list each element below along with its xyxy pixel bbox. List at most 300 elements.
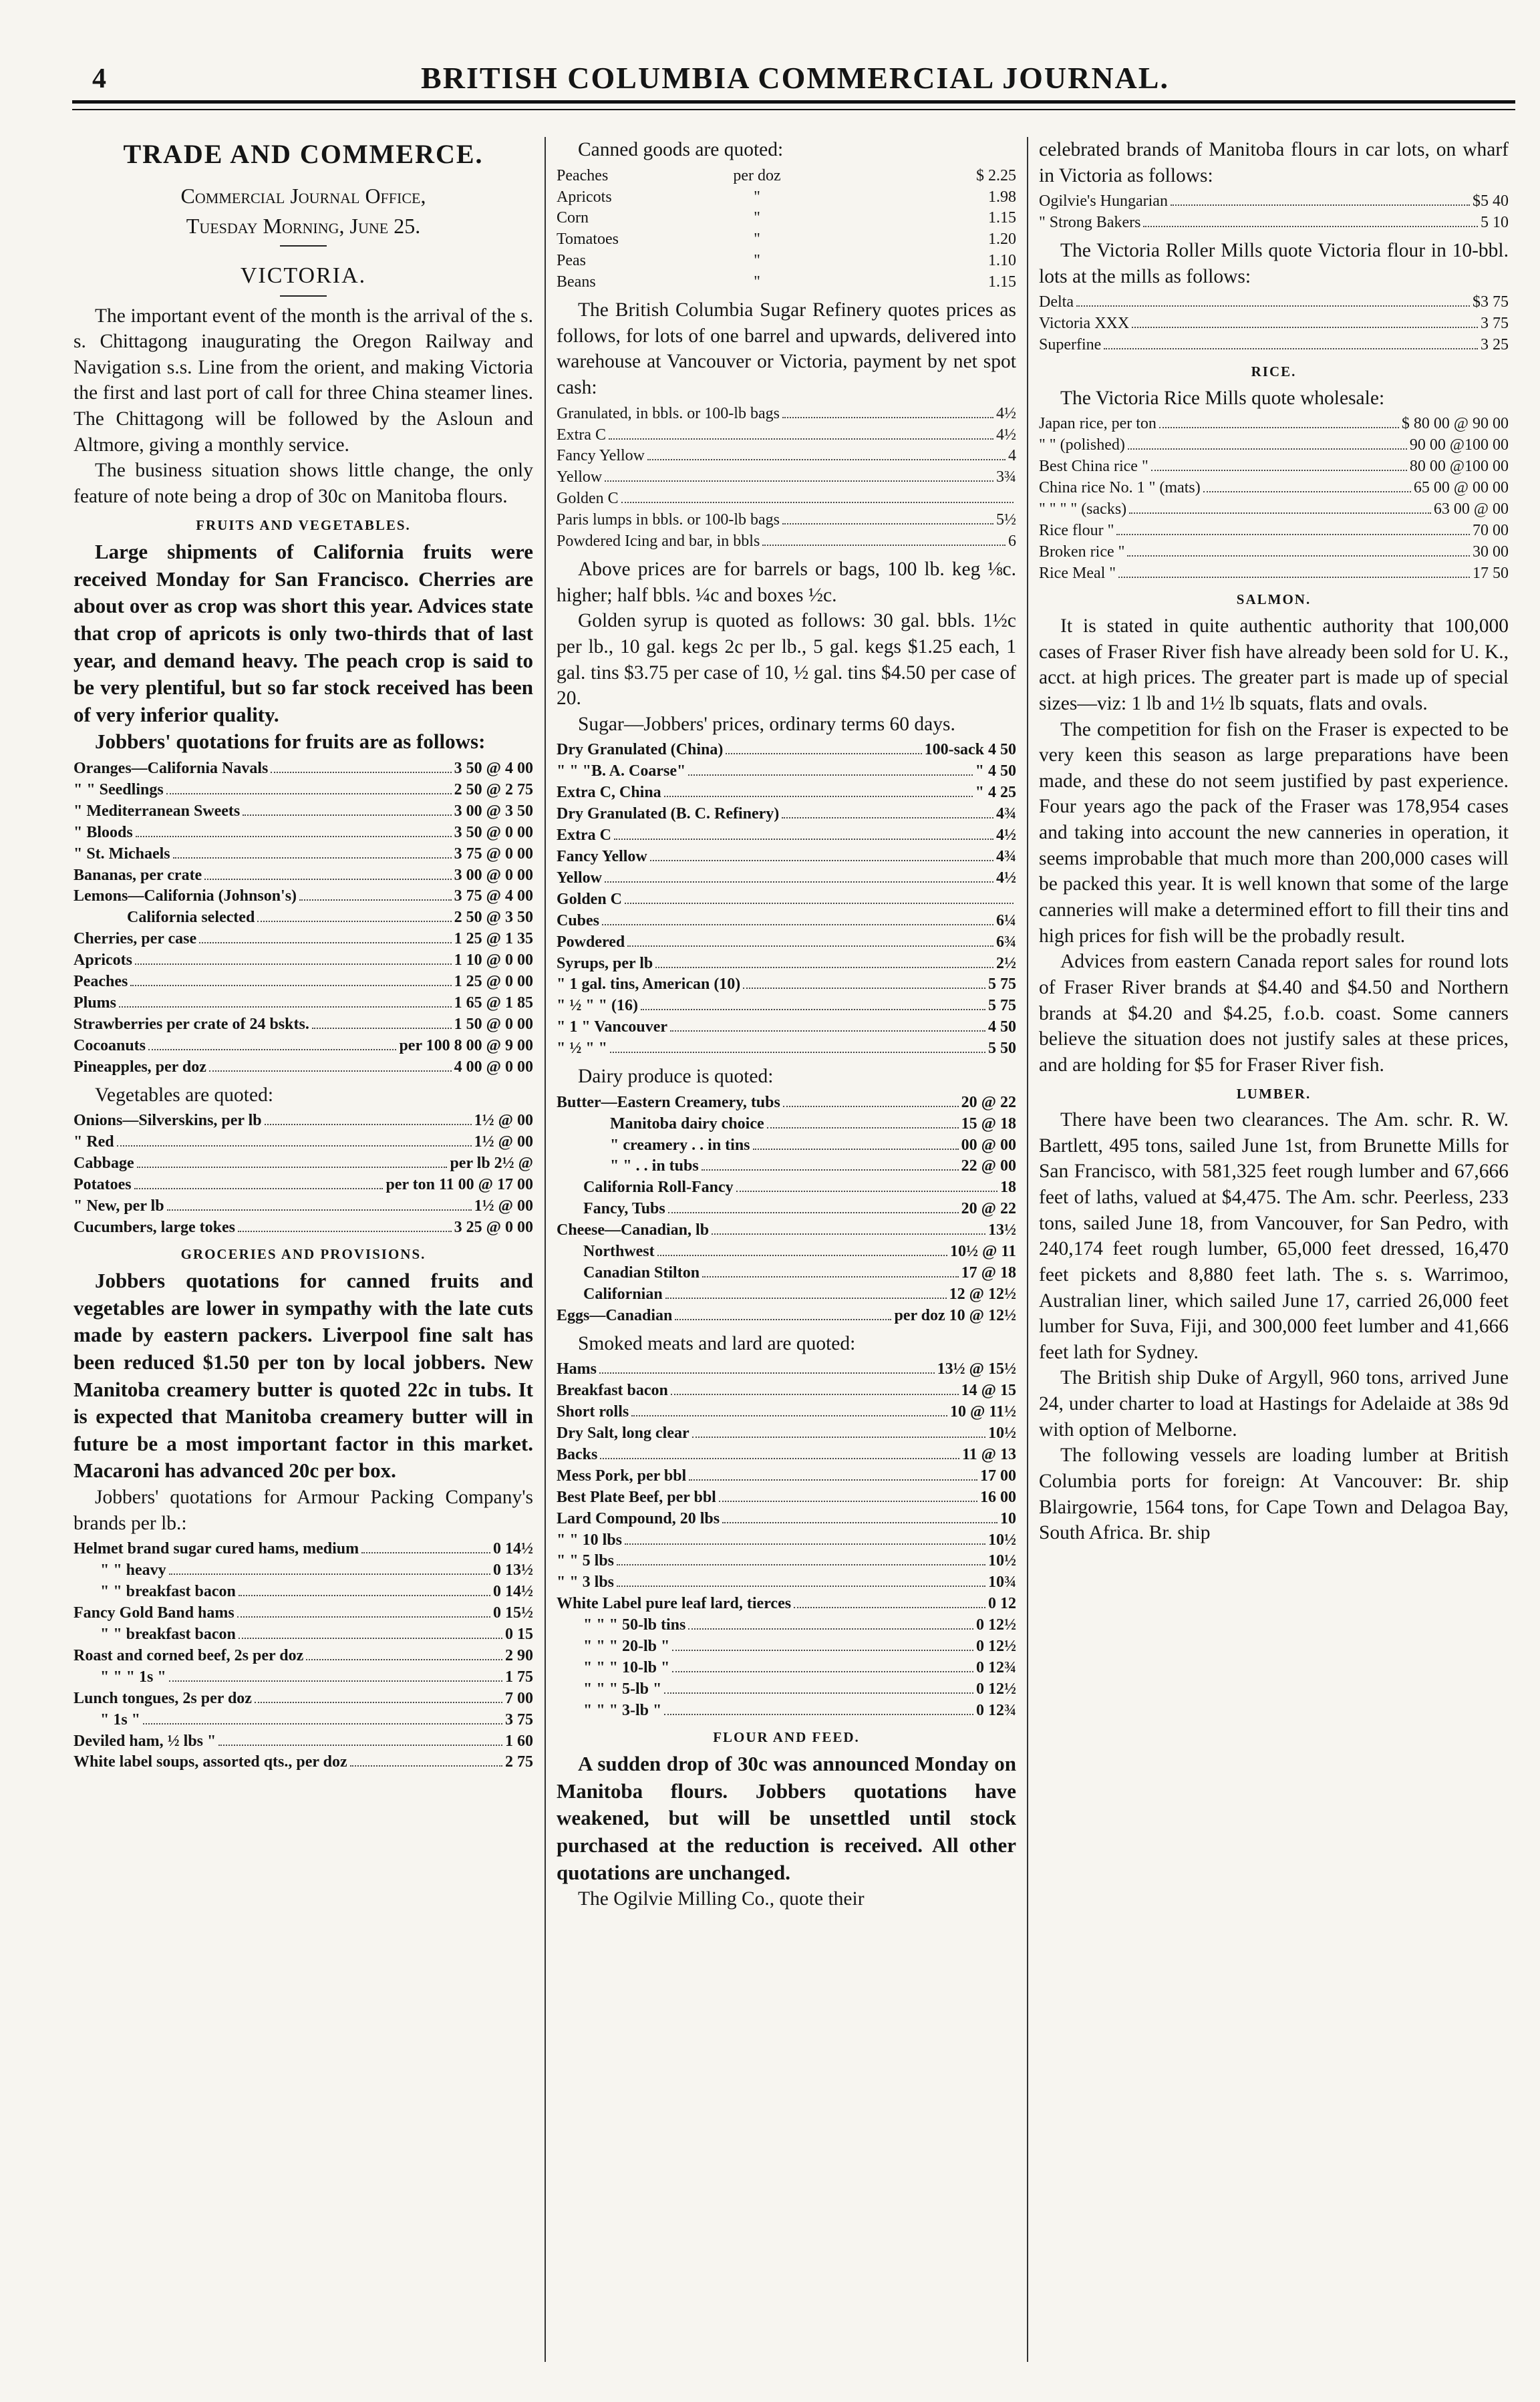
dot-leader	[627, 945, 993, 947]
dot-leader	[650, 860, 993, 861]
price-item-value: 3 75	[505, 1710, 533, 1729]
price-item-label: Peaches	[73, 973, 128, 991]
price-item-value: 0 14½	[493, 1540, 533, 1558]
price-item-value: 1.98	[988, 188, 1016, 206]
price-row	[73, 1539, 533, 1560]
price-row	[557, 761, 1016, 782]
paragraph: celebrated brands of Manitoba flours in car lots, on wharf in Victoria as follows:	[1039, 139, 1509, 186]
price-item-label: Onions—Silverskins, per lb	[73, 1112, 262, 1130]
price-list-dairy	[557, 1092, 1016, 1327]
price-row	[73, 1731, 533, 1753]
price-item-label: Broken rice "	[1039, 543, 1125, 561]
paragraph: The important event of the month is the arrival of the s. s. Chittagong inaugurating the Oregon Railway and Navigation s.s. Line from the orient, and making Victoria the first and last port of call for three China steamer lines. The Chittagong will be followed by the Asloun and Altmore, giving a monthly service.	[73, 305, 533, 456]
price-item-value: 7 00	[505, 1689, 533, 1707]
price-row	[557, 488, 1016, 510]
paragraph: Vegetables are quoted:	[95, 1084, 274, 1106]
subheading-lumber: LUMBER.	[1236, 1085, 1312, 1102]
price-item-label: Best Plate Beef, per bbl	[557, 1488, 716, 1506]
subheading-salmon: SALMON.	[1236, 591, 1312, 608]
price-item-label: Apricots	[557, 188, 612, 206]
price-item-label: " " heavy	[100, 1561, 166, 1580]
dot-leader	[794, 1607, 985, 1608]
price-item-label: Delta	[1039, 293, 1074, 311]
price-row	[73, 1582, 533, 1603]
price-item-value: 10 @ 11½	[950, 1403, 1016, 1421]
price-row	[557, 932, 1016, 953]
price-item-value: per ton 11 00 @ 17 00	[386, 1175, 533, 1193]
price-item-value: 1.10	[988, 252, 1016, 270]
price-item-value: 1.15	[988, 209, 1016, 227]
price-item-label: Manitoba dairy choice	[610, 1114, 764, 1133]
journal-title: BRITISH COLUMBIA COMMERCIAL JOURNAL.	[421, 61, 1169, 95]
price-row	[73, 865, 533, 887]
dot-leader	[665, 1298, 947, 1299]
price-row	[557, 1423, 1016, 1445]
dot-leader	[783, 1106, 959, 1107]
price-item-value: 12 @ 12½	[949, 1285, 1016, 1303]
paragraph: The Victoria Roller Mills quote Victoria flour in 10-bbl. lots at the mills as follows:	[1039, 240, 1509, 287]
price-row	[1039, 563, 1509, 585]
dot-leader	[136, 836, 452, 837]
price-row	[557, 272, 1016, 293]
page-header	[67, 59, 1523, 99]
paragraph: Dairy produce is quoted:	[578, 1066, 774, 1088]
dot-leader	[631, 1415, 947, 1416]
paragraph: Jobbers quotations for canned fruits and vegetables are lower in sympathy with the late cuts made by eastern packers. Liverpool fine salt has been reduced $1.50 per ton by local jobbers. New Manitoba creamery butter is quoted 22c in tubs. It is expected that Manitoba creamery butter will in future be a most important factor in this market. Macaroni has advanced 20c per box.	[73, 1269, 533, 1483]
price-item-value: 4¾	[996, 848, 1016, 865]
price-item-label: Helmet brand sugar cured hams, medium	[73, 1540, 359, 1558]
price-item-value: $ 80 00 @ 90 00	[1401, 415, 1509, 433]
price-item-unit: "	[754, 188, 760, 206]
price-item-value: 2 75	[505, 1753, 533, 1771]
price-list-meats	[557, 1359, 1016, 1721]
price-item-value: 3 00 @ 0 00	[454, 866, 533, 884]
price-item-label: " St. Michaels	[73, 845, 170, 863]
dot-leader	[167, 1209, 472, 1211]
price-row	[557, 1199, 1016, 1220]
column-divider-2	[1027, 137, 1028, 2362]
price-item-value: 3 75 @ 4 00	[454, 887, 533, 905]
price-row	[1039, 313, 1509, 335]
dot-leader	[672, 1650, 973, 1651]
price-row	[557, 1092, 1016, 1114]
price-item-value: 13½	[988, 1221, 1016, 1239]
price-row	[557, 467, 1016, 488]
price-item-label: Best China rice "	[1039, 458, 1148, 476]
dot-leader	[641, 1009, 985, 1010]
price-item-label: " " " 20-lb "	[583, 1638, 670, 1656]
price-row	[1039, 292, 1509, 313]
price-item-value: 5 75	[988, 997, 1016, 1015]
price-item-label: Powdered Icing and bar, in bbls	[557, 533, 760, 551]
dot-leader	[692, 1437, 985, 1438]
price-item-unit: "	[754, 231, 760, 249]
dot-leader	[743, 988, 985, 989]
price-item-label: Peas	[557, 252, 586, 270]
price-row	[73, 1603, 533, 1624]
price-row	[557, 1551, 1016, 1572]
price-item-unit: per doz	[733, 166, 781, 184]
price-item-label: Granulated, in bbls. or 100-lb bags	[557, 404, 780, 422]
price-row	[557, 510, 1016, 531]
dot-leader	[609, 438, 993, 440]
price-item-label: Extra C, China	[557, 784, 661, 802]
price-row	[557, 1220, 1016, 1241]
price-list-armour	[73, 1539, 533, 1773]
price-item-value: 10½	[988, 1424, 1016, 1443]
price-item-label: " Mediterranean Sweets	[73, 802, 241, 820]
price-item-value: 80 00 @100 00	[1409, 458, 1509, 476]
price-row	[557, 953, 1016, 975]
price-item-value: $ 2.25	[976, 166, 1016, 184]
price-row	[557, 1572, 1016, 1594]
price-item-value: 3 25 @ 0 00	[454, 1218, 533, 1236]
dot-leader	[722, 1522, 997, 1523]
price-row	[557, 251, 1016, 272]
price-item-value: 20 @ 22	[961, 1093, 1016, 1111]
price-item-value: 17 50	[1473, 564, 1509, 582]
price-row	[557, 1636, 1016, 1658]
price-row	[1039, 542, 1509, 563]
price-row	[73, 1057, 533, 1078]
dot-leader	[702, 1169, 959, 1171]
price-item-value: 0 12½	[976, 1680, 1016, 1698]
dot-leader	[209, 1070, 452, 1072]
price-item-label: Cherries, per case	[73, 930, 197, 948]
price-item-value: 30 00	[1473, 543, 1509, 561]
price-item-value: 3¾	[996, 468, 1016, 486]
price-item-label: Cubes	[557, 911, 600, 929]
dot-leader	[688, 1628, 973, 1630]
price-item-value: 4 00 @ 0 00	[454, 1058, 533, 1076]
dot-leader	[668, 1212, 959, 1213]
price-row	[557, 187, 1016, 208]
price-item-value: per 100 8 00 @ 9 00	[399, 1036, 533, 1054]
price-row	[557, 1135, 1016, 1157]
price-row	[557, 804, 1016, 825]
price-item-label: Roast and corned beef, 2s per doz	[73, 1646, 304, 1664]
price-item-value: 3 50 @ 4 00	[454, 760, 533, 778]
price-item-value: 4 50	[988, 1018, 1016, 1036]
price-item-value: 4½	[996, 827, 1016, 845]
price-row	[557, 996, 1016, 1017]
column-1	[73, 137, 533, 2369]
price-row	[1039, 435, 1509, 456]
price-item-label: White label soups, assorted qts., per doz	[73, 1753, 347, 1771]
price-item-value: 1.15	[988, 273, 1016, 291]
section-heading-trade: TRADE AND COMMERCE.	[123, 139, 484, 169]
dot-leader	[1118, 577, 1470, 578]
subheading-rice: RICE.	[1251, 363, 1297, 380]
dot-leader	[243, 814, 451, 816]
dot-leader	[169, 1680, 502, 1682]
price-item-label: Californian	[583, 1285, 663, 1303]
header-rule-thin	[72, 109, 1515, 110]
price-item-label: Fancy, Tubs	[583, 1200, 665, 1218]
dot-leader	[602, 924, 993, 925]
price-row	[557, 1594, 1016, 1615]
paragraph: Advices from eastern Canada report sales for round lots of Fraser River brands at $4.40 and $4.50 and Northern brands at $4.20 and $4.25, f.o.b. coast. Some canners believe the situation does not justify sales at these prices, and are holding for $5 for Fraser River fish.	[1039, 951, 1509, 1076]
dot-leader	[148, 1049, 396, 1050]
paragraph: Large shipments of California fruits were received Monday for San Francisco. Cherries are about over as crop was short this year. Advices state that crop of apricots is only two-thirds that of last year, and demand heavy. The peach crop is said to be very plentiful, but so far stock received has been of very inferior quality.	[73, 540, 533, 726]
paragraph: Jobbers' quotations for Armour Packing Company's brands per lb.:	[73, 1487, 533, 1534]
page-number: 4	[92, 63, 108, 94]
price-item-label: Mess Pork, per bbl	[557, 1467, 687, 1485]
dot-leader	[1203, 491, 1411, 492]
dot-leader	[689, 1479, 977, 1481]
price-item-label: Syrups, per lb	[557, 954, 653, 972]
price-item-value: 10¾	[988, 1573, 1016, 1592]
price-item-value: $5 40	[1473, 192, 1509, 210]
price-row	[73, 758, 533, 780]
price-item-label: " " " " (sacks)	[1039, 500, 1127, 518]
price-item-label: Lard Compound, 20 lbs	[557, 1509, 720, 1527]
price-item-value: 1.20	[988, 231, 1016, 249]
price-item-label: Cucumbers, large tokes	[73, 1218, 235, 1236]
price-row	[73, 1710, 533, 1731]
price-row	[73, 1646, 533, 1667]
price-item-label: Golden C	[557, 890, 623, 908]
price-row	[557, 1700, 1016, 1722]
price-list-canned	[557, 166, 1016, 293]
price-item-label: " " breakfast bacon	[100, 1625, 236, 1643]
price-row	[557, 1038, 1016, 1060]
paragraph: It is stated in quite authentic authority that 100,000 cases of Fraser River fish have already been sold for U. K., acct. at high prices. The greater part is made up of special sizes—viz: 1 lb and 1½ lb squats, flats and ovals.	[1039, 615, 1509, 714]
price-item-label: Cheese—Canadian, lb	[557, 1221, 710, 1239]
price-row	[557, 1509, 1016, 1530]
price-item-value: 4½	[996, 869, 1016, 887]
dot-leader	[199, 942, 452, 943]
price-row	[557, 208, 1016, 229]
price-item-label: Lunch tongues, 2s per doz	[73, 1689, 252, 1707]
price-item-label: " " 3 lbs	[557, 1573, 615, 1592]
price-item-label: Butter—Eastern Creamery, tubs	[557, 1093, 780, 1111]
price-row	[1039, 478, 1509, 499]
price-item-label: " " " 10-lb "	[583, 1659, 670, 1676]
price-item-label: " " 10 lbs	[557, 1531, 623, 1549]
dot-leader	[134, 1188, 383, 1189]
dot-leader	[712, 1233, 985, 1235]
price-item-value: 90 00 @100 00	[1409, 436, 1509, 454]
column-3	[1039, 137, 1509, 2369]
dot-leader	[119, 1006, 452, 1008]
price-item-value: 1 65 @ 1 85	[454, 994, 533, 1012]
price-item-label: Victoria XXX	[1039, 315, 1130, 333]
price-item-label: Dry Granulated (China)	[557, 741, 724, 759]
price-row	[557, 1530, 1016, 1551]
price-item-label: " " " 1s "	[100, 1668, 166, 1686]
dot-leader	[736, 1191, 997, 1192]
price-row	[557, 1177, 1016, 1199]
price-item-label: " Bloods	[73, 823, 133, 841]
price-item-value: 5 10	[1481, 214, 1509, 232]
city-heading-victoria: VICTORIA.	[240, 263, 367, 288]
price-row	[557, 1114, 1016, 1135]
paragraph: The Ogilvie Milling Co., quote their	[578, 1888, 865, 1910]
price-row	[557, 1487, 1016, 1509]
price-item-value: 4½	[996, 426, 1016, 444]
paragraph: The competition for fish on the Fraser is expected to be very keen this season as large preparations have been made, and these do not seem justified by past experience. Four years ago the pack of the Fraser was 178,954 cases and taking into account the new canneries in operation, it seems improbable that much more than 200,000 cases will be packed this year. It is well known that some of the large canneries will make a determined effort to fill their tins and high prices for fish will be the probadly result.	[1039, 718, 1509, 947]
dot-leader	[614, 839, 993, 840]
price-row	[1039, 456, 1509, 478]
price-row	[557, 1658, 1016, 1679]
dot-leader	[664, 1692, 973, 1694]
dot-leader	[237, 1616, 490, 1618]
price-row	[557, 1380, 1016, 1402]
dot-leader	[675, 1319, 891, 1320]
price-item-value: 17 00	[980, 1467, 1016, 1485]
price-row	[557, 1156, 1016, 1177]
price-item-label: Extra C	[557, 426, 606, 444]
price-item-value: 3 75 @ 0 00	[454, 845, 533, 863]
dot-leader	[169, 1573, 490, 1575]
price-item-label: " " " 5-lb "	[583, 1680, 662, 1698]
price-item-label: Ogilvie's Hungarian	[1039, 192, 1168, 210]
dot-leader	[1143, 226, 1478, 227]
price-item-label: " " 5 lbs	[557, 1552, 615, 1570]
paragraph: The business situation shows little change, the only feature of note being a drop of 30c on Manitoba flours.	[73, 460, 533, 507]
dot-leader	[350, 1765, 502, 1767]
paragraph: Above prices are for barrels or bags, 100 lb. keg ⅛c. higher; half bbls. ¼c and boxes ½c.	[557, 558, 1016, 606]
price-row	[557, 889, 1016, 911]
price-row	[557, 974, 1016, 996]
dot-leader	[762, 545, 1006, 546]
price-item-value: 0 12½	[976, 1616, 1016, 1634]
price-row	[73, 1217, 533, 1239]
price-row	[557, 1359, 1016, 1380]
price-item-label: Dry Salt, long clear	[557, 1424, 689, 1443]
price-row	[557, 425, 1016, 446]
price-row	[557, 229, 1016, 251]
price-item-value: " 4 25	[975, 784, 1016, 802]
price-item-value: 0 13½	[493, 1561, 533, 1580]
paragraph: The British ship Duke of Argyll, 960 tons, arrived June 24, under charter to load at Hastings for Adelaide at 38s 9d with option of Melborne.	[1039, 1367, 1509, 1441]
price-item-label: Cabbage	[73, 1155, 134, 1173]
dot-leader	[117, 1145, 472, 1147]
dot-leader	[625, 1543, 985, 1545]
dot-leader	[1104, 348, 1478, 349]
price-item-label: Yellow	[557, 468, 603, 486]
date-line: Tuesday Morning, June 25.	[186, 214, 421, 239]
price-item-label: Plums	[73, 994, 117, 1012]
price-row	[73, 886, 533, 907]
price-list-vegetables	[73, 1110, 533, 1238]
dot-leader	[599, 1372, 935, 1374]
price-item-value: 0 15	[505, 1625, 533, 1643]
price-row	[73, 822, 533, 844]
dot-leader	[271, 772, 451, 773]
dot-leader	[312, 1028, 452, 1029]
price-row	[557, 782, 1016, 804]
dot-leader	[767, 1127, 959, 1129]
price-item-value: 1 25 @ 0 00	[454, 973, 533, 991]
price-item-value: per lb 2½ @	[450, 1155, 533, 1173]
price-item-label: " " breakfast bacon	[100, 1583, 236, 1601]
price-item-label: Canadian Stilton	[583, 1263, 700, 1282]
price-row	[1039, 191, 1509, 212]
price-item-value: 6	[1008, 533, 1016, 551]
price-item-label: China rice No. 1 " (mats)	[1039, 478, 1201, 496]
dot-leader	[239, 1595, 490, 1596]
dot-leader	[664, 1714, 973, 1715]
dot-leader	[1128, 448, 1407, 450]
dot-leader	[782, 523, 993, 524]
price-row	[557, 847, 1016, 868]
subheading-groceries: GROCERIES AND PROVISIONS.	[180, 1245, 426, 1262]
price-row	[557, 1017, 1016, 1038]
price-row	[73, 1110, 533, 1132]
price-item-label: Short rolls	[557, 1403, 629, 1421]
price-item-value: 2 50 @ 3 50	[454, 909, 533, 927]
dot-leader	[688, 774, 972, 776]
price-item-value: 1½ @ 00	[474, 1133, 533, 1151]
price-item-label: Tomatoes	[557, 231, 619, 249]
paragraph: Canned goods are quoted:	[578, 139, 784, 160]
dot-leader	[143, 1723, 502, 1724]
price-item-value: 63 00 @ 00	[1433, 500, 1509, 518]
price-row	[73, 1175, 533, 1196]
price-item-value: 13½ @ 15½	[937, 1360, 1016, 1378]
price-item-value: 11 @ 13	[962, 1445, 1016, 1463]
price-row	[1039, 499, 1509, 520]
price-item-label: Superfine	[1039, 336, 1102, 354]
dot-leader	[605, 881, 993, 883]
price-item-label: Peaches	[557, 166, 609, 184]
price-item-label: " " Seedlings	[73, 780, 164, 798]
price-row	[73, 1560, 533, 1582]
dot-leader	[600, 1458, 959, 1459]
price-item-value: 5 75	[988, 975, 1016, 994]
price-item-label: " " " 50-lb tins	[583, 1616, 686, 1634]
price-item-value: 1 10 @ 0 00	[454, 951, 533, 969]
dot-leader	[605, 480, 993, 482]
price-item-label: " 1s "	[100, 1710, 140, 1729]
price-list-ogilvie	[1039, 191, 1509, 234]
dot-leader	[702, 1276, 959, 1278]
divider-dash	[280, 295, 327, 297]
price-item-label: Hams	[557, 1360, 597, 1378]
price-item-label: Japan rice, per ton	[1039, 415, 1157, 433]
price-item-value: $3 75	[1473, 293, 1509, 311]
dot-leader	[299, 899, 452, 901]
price-item-value: 0 15½	[493, 1604, 533, 1622]
price-row	[73, 780, 533, 801]
price-row	[557, 825, 1016, 847]
paragraph: The following vessels are loading lumber at British Columbia ports for foreign: At Vancouver: Br. ship Blairgowrie, 1564 tons, for Cape Town and Delagoa Bay, South Africa. Br. ship	[1039, 1445, 1509, 1544]
price-item-value: 10	[1000, 1509, 1016, 1527]
price-list-fruits	[73, 758, 533, 1078]
price-row	[73, 950, 533, 971]
price-item-value: 2 90	[505, 1646, 533, 1664]
price-item-label: Fancy Yellow	[557, 447, 645, 465]
price-item-unit: "	[754, 273, 760, 291]
price-item-label: Potatoes	[73, 1175, 132, 1193]
price-row	[73, 1624, 533, 1646]
price-item-label: White Label pure leaf lard, tierces	[557, 1595, 792, 1613]
subheading-flour: FLOUR AND FEED.	[713, 1729, 860, 1745]
dot-leader	[239, 1638, 502, 1639]
price-item-label: Yellow	[557, 869, 602, 887]
price-row	[73, 1014, 533, 1036]
dot-leader	[173, 857, 452, 859]
dot-leader	[625, 903, 1014, 904]
dot-leader	[166, 793, 452, 794]
price-row	[557, 1263, 1016, 1284]
dot-leader	[1151, 470, 1407, 471]
price-row	[1039, 414, 1509, 435]
price-item-label: California Roll-Fancy	[583, 1179, 734, 1197]
dot-leader	[672, 1671, 973, 1672]
